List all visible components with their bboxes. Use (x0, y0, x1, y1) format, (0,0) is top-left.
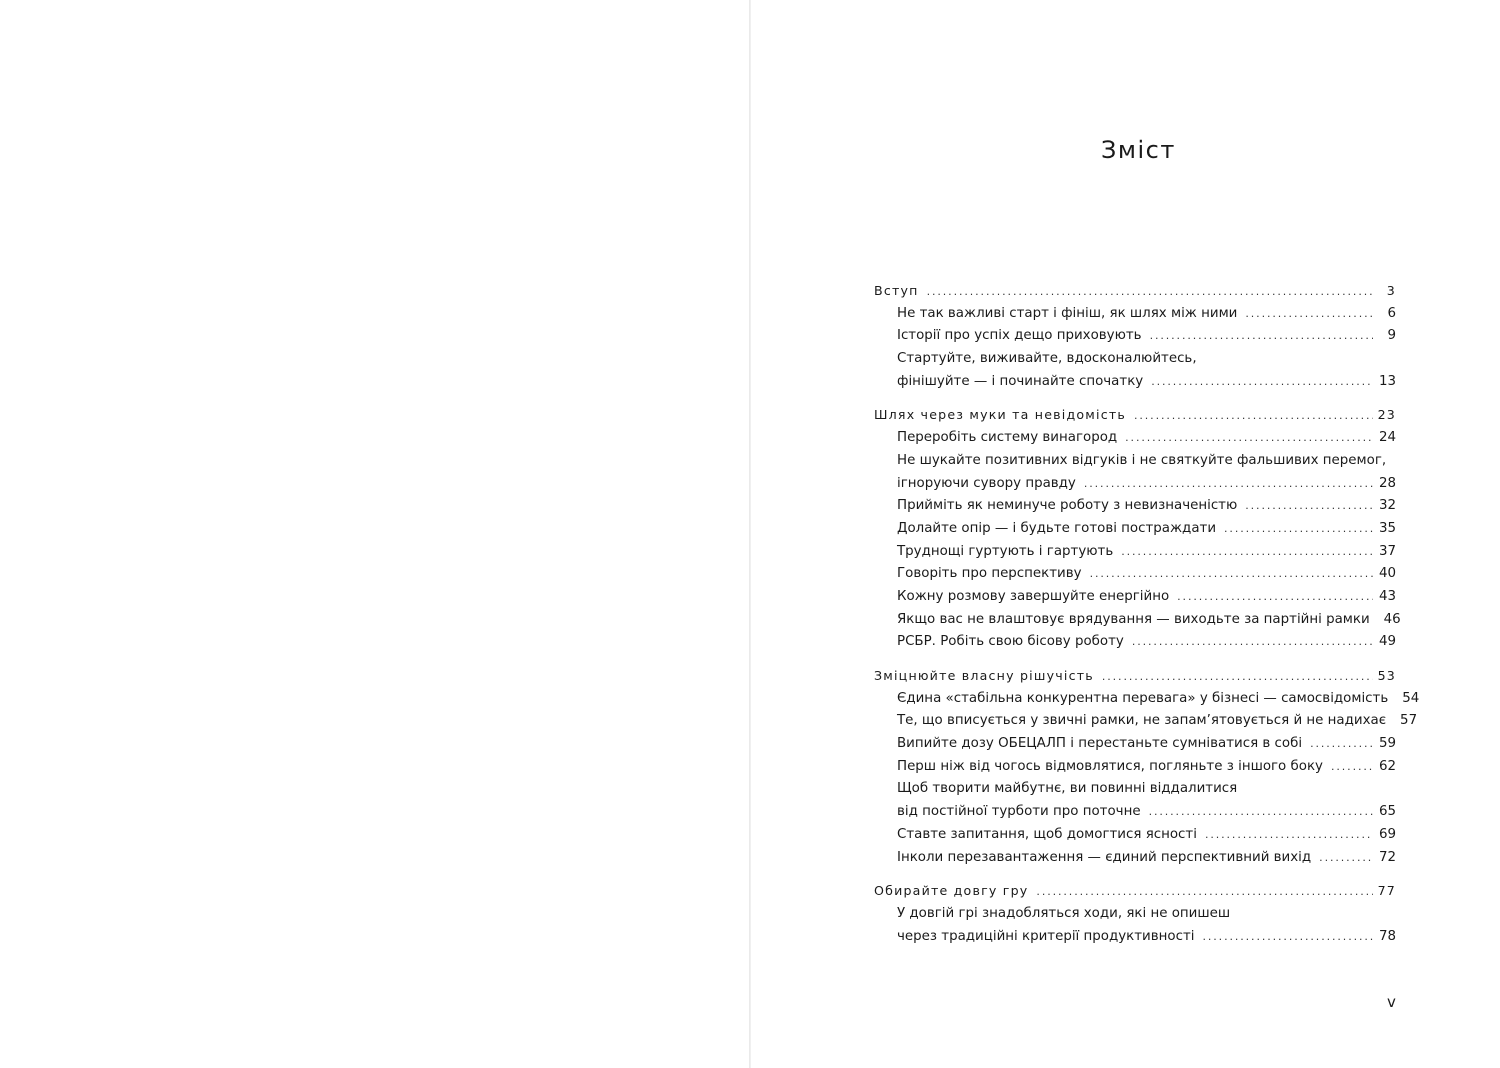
toc-entry-title: ігноруючи сувору правду (897, 475, 1076, 491)
dot-leader (1245, 303, 1373, 326)
toc-entry-title: Інколи перезавантаження — єдиний перспективний вихід (897, 849, 1312, 865)
toc-subentry[interactable] (874, 371, 1396, 394)
toc-subentry[interactable] (874, 518, 1396, 541)
toc-entry-page: 46 (1383, 611, 1401, 627)
toc-title: Зміст (1101, 136, 1176, 164)
toc-subentry[interactable] (874, 847, 1396, 870)
dot-leader (1102, 666, 1373, 689)
toc-subentry[interactable] (874, 495, 1396, 518)
toc-chapter-entry[interactable] (874, 280, 1396, 303)
toc-subentry[interactable] (874, 631, 1396, 654)
toc-chapter-entry[interactable] (874, 665, 1396, 688)
dot-leader (1319, 847, 1373, 870)
toc-entry-page: 13 (1378, 373, 1396, 389)
toc-subentry[interactable] (874, 710, 1418, 733)
dot-leader (1331, 756, 1373, 779)
toc-entry-title: через традиційні критерії продуктивності (897, 928, 1195, 944)
toc-entry-title: від постійної турботи про поточне (897, 804, 1141, 820)
toc-entry-page: 65 (1378, 804, 1396, 820)
dot-leader (1084, 473, 1373, 496)
toc-entry-page: 23 (1377, 407, 1396, 423)
toc-subentry[interactable] (874, 926, 1396, 949)
dot-leader (1121, 541, 1373, 564)
toc-entry-title: Обирайте довгу гру (874, 883, 1029, 899)
toc-entry-page: 77 (1377, 883, 1396, 899)
toc-subentry[interactable] (874, 801, 1396, 824)
toc-entry-page: 6 (1387, 305, 1396, 321)
toc-entry-page: 37 (1378, 543, 1396, 559)
toc-entry-title: Єдина «стабільна конкурентна перевага» у бізнесі — самосвідомість (897, 690, 1389, 706)
dot-leader (1150, 325, 1373, 348)
toc-entry-title: РСБР. Робіть свою бісову роботу (897, 634, 1124, 650)
dot-leader (1224, 518, 1373, 541)
toc-entry-title: Кожну розмову завершуйте енергійно (897, 588, 1170, 604)
toc-entry-title: Стартуйте, виживайте, вдосконалюйтесь, (897, 351, 1197, 367)
toc-subentry[interactable] (874, 563, 1396, 586)
dot-leader (1202, 926, 1373, 949)
page-number: v (1387, 993, 1396, 1011)
dot-leader (1132, 631, 1373, 654)
toc-entry-title: Долайте опір — і будьте готові постраждати (897, 520, 1217, 536)
dot-leader (1134, 405, 1373, 428)
toc-subentry[interactable] (874, 778, 1396, 801)
toc-chapter-entry[interactable] (874, 880, 1396, 903)
toc-subentry[interactable] (874, 303, 1396, 326)
toc-subentry[interactable] (874, 450, 1396, 473)
toc-entry-page: 53 (1377, 668, 1396, 683)
dot-leader (1177, 586, 1373, 609)
toc-entry-page: 78 (1378, 928, 1396, 944)
toc-entry-page: 3 (1386, 283, 1396, 298)
toc-section (874, 880, 1396, 948)
toc-entry-page: 69 (1378, 826, 1396, 842)
toc-entry-title: Труднощі гуртують і гартують (897, 543, 1114, 559)
dot-leader (1125, 427, 1373, 450)
toc-entry-page: 62 (1378, 758, 1396, 774)
toc-entry-title: Не шукайте позитивних відгуків і не святкуйте фальшивих перемог, (897, 452, 1387, 468)
toc-subentry[interactable] (874, 586, 1396, 609)
toc-entry-title: Зміцнюйте власну рішучість (874, 668, 1094, 683)
toc-entry-title: Ставте запитання, щоб домогтися ясності (897, 826, 1197, 842)
toc-entry-title: Те, що вписується у звичні рамки, не запам’ятовується й не надихає (897, 713, 1387, 729)
toc-entry-page: 49 (1378, 634, 1396, 650)
toc-entry-title: Перш ніж від чогось відмовлятися, погляньте з іншого боку (897, 758, 1323, 774)
toc-entry-title: Шлях через муки та невідомість (874, 407, 1126, 423)
toc-subentry[interactable] (874, 541, 1396, 564)
toc-subentry[interactable] (874, 824, 1396, 847)
toc-section (874, 665, 1420, 869)
toc-entry-page: 40 (1378, 566, 1396, 582)
toc-entry-page: 35 (1378, 520, 1396, 536)
dot-leader (1310, 733, 1373, 756)
toc-subentry[interactable] (874, 756, 1396, 779)
toc-entry-page: 32 (1378, 498, 1396, 514)
toc-subentry[interactable] (874, 609, 1401, 632)
dot-leader (1149, 801, 1373, 824)
toc-subentry[interactable] (874, 688, 1420, 711)
toc-entry-page: 9 (1387, 328, 1396, 344)
toc-chapter-entry[interactable] (874, 404, 1396, 427)
toc-entry-title: фінішуйте — і починайте спочатку (897, 373, 1144, 389)
toc-subentry[interactable] (874, 473, 1396, 496)
toc-subentry[interactable] (874, 348, 1396, 371)
dot-leader (927, 281, 1373, 304)
toc-subentry[interactable] (874, 325, 1396, 348)
toc-subentry[interactable] (874, 903, 1396, 926)
toc-entry-page: 24 (1378, 430, 1396, 446)
dot-leader (1245, 495, 1373, 518)
toc-section (874, 404, 1401, 654)
toc-entry-title: Випийте дозу ОБЕЦАЛП і перестаньте сумніватися в собі (897, 736, 1303, 752)
toc-subentry[interactable] (874, 427, 1396, 450)
toc-entry-title: Говоріть про перспективу (897, 566, 1082, 582)
dot-leader (1205, 824, 1373, 847)
toc-entry-page: 72 (1378, 849, 1396, 865)
toc-entry-page: 43 (1378, 588, 1396, 604)
toc-entry-title: Щоб творити майбутнє, ви повинні віддалитися (897, 781, 1238, 797)
toc-entry-title: Не так важливі старт і фініш, як шлях між ними (897, 305, 1238, 321)
toc-subentry[interactable] (874, 733, 1396, 756)
toc-entry-page: 54 (1402, 690, 1420, 706)
dot-leader (1090, 563, 1373, 586)
toc-entry-title: Історії про успіх дещо приховують (897, 328, 1142, 344)
toc-entry-page: 57 (1400, 713, 1418, 729)
toc-entry-title: Якщо вас не влаштовує врядування — виходьте за партійні рамки (897, 611, 1370, 627)
dot-leader (1036, 881, 1372, 904)
toc-entry-title: Вступ (874, 283, 919, 298)
toc-entry-page: 59 (1378, 736, 1396, 752)
toc-entry-title: У довгій грі знадобляться ходи, які не опишеш (897, 905, 1231, 921)
dot-leader (1151, 371, 1373, 394)
toc-section (874, 280, 1396, 393)
table-of-contents (874, 280, 1420, 959)
toc-entry-title: Прийміть як неминуче роботу з невизначеністю (897, 498, 1238, 514)
toc-entry-title: Переробіть систему винагород (897, 430, 1118, 446)
toc-entry-page: 28 (1378, 475, 1396, 491)
